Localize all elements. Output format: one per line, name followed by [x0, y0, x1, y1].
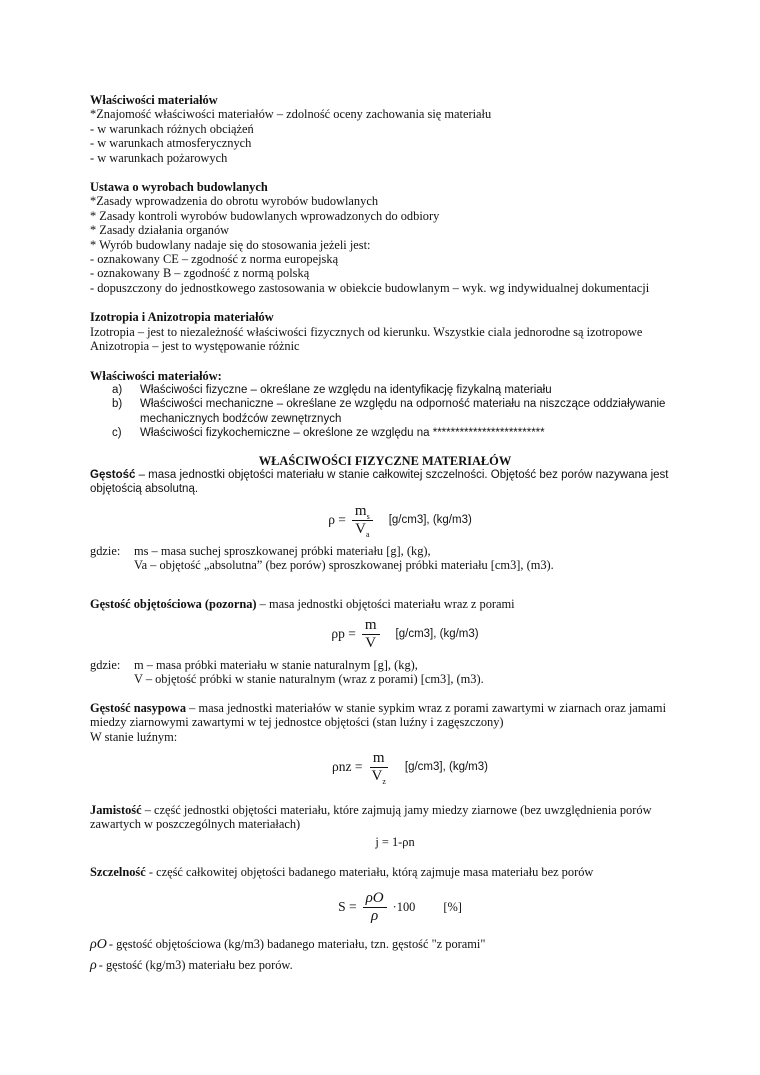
paragraph-pozorna: Gęstość objętościowa (pozorna) – masa jednostki objętości materiału wraz z porami [90, 596, 515, 611]
formula-nasypowa: ρnz = $\frac{m}{V_z}$ [g/cm3], (kg/m3) [332, 750, 488, 786]
text-line: - oznakowany CE – zgodność z norma europejską [90, 252, 339, 267]
list-item: c) Właściwości fizykochemiczne – określone ze względu na ************************* [112, 427, 545, 440]
fraction: $\frac{m}{V_z}$ [371, 750, 386, 786]
text-line: *Zasady wprowadzenia do obrotu wyrobów budowlanych [90, 194, 379, 209]
text-line: * Wyrób budowlany nadaje się do stosowania jeżeli jest: [90, 237, 371, 252]
text-line: W stanie luźnym: [90, 729, 178, 744]
legend-line: ms – masa suchej sproszkowanej próbki materiału [g], (kg), [134, 543, 431, 558]
text-line: Anizotropia – jest to występowanie różnic [90, 339, 300, 354]
definition-rho: ρ - gęstość (kg/m3) materiału bez porów. [90, 958, 293, 974]
legend-gestosc: gdzie: ms – masa suchej sproszkowanej próbki materiału [g], (kg), Va – objętość „absolutna” (bez porów) sproszkowanej próbki materiału [cm3], (m3). [90, 544, 680, 573]
text-line: - w warunkach pożarowych [90, 150, 228, 165]
definition-rho-o: ρO - gęstość objętościowa (kg/m3) badanego materiału, tzn. gęstość "z porami" [90, 936, 486, 952]
list-item: a) Właściwości fizyczne – określane ze względu na identyfikację fizykalną materiału [112, 383, 552, 396]
legend-line: m – masa próbki materiału w stanie naturalnym [g], (kg), [134, 657, 418, 672]
section-title-wlasciwosci: Właściwości materiałów [90, 93, 218, 107]
paragraph-szczelnosc: Szczelność - część całkowitej objętości badanego materiału, którą zajmuje masa materiału bez porów [90, 865, 594, 880]
legend-pozorna: gdzie: m – masa próbki materiału w stanie naturalnym [g], (kg), V – objętość próbki w stanie naturalnym (wraz z porami) [cm3], (m3). [90, 658, 680, 687]
section-heading: WŁAŚCIWOŚCI FIZYCZNE MATERIAŁÓW [258, 453, 512, 468]
document-page [90, 93, 680, 973]
rho-o-symbol: ρO [90, 936, 107, 952]
term: Gęstość [90, 468, 136, 481]
paragraph-nasypowa: Gęstość nasypowa – masa jednostki materiałów w stanie sypkim wraz z porami zawartymi w ziarnach oraz jamami miedzy ziarnowymi zawartymi w tej jednostce objętości (stan luźny i zagęszczony) [90, 700, 667, 730]
paragraph-jamistosc: Jamistość – część jednostki objętości materiału, które zajmują jamy miedzy ziarnowe (bez uwzględnienia porów zawartych w poszczególnych materiałach) [90, 803, 652, 832]
formula-jamistosc: j = 1-ρn [375, 834, 415, 849]
text-line: * Zasady kontroli wyrobów budowlanych wprowadzonych do odbiory [90, 208, 440, 223]
text-line: - dopuszczony do jednostkowego zastosowania w obiekcie budowlanym – wyk. wg indywidualnej dokumentacji [90, 280, 650, 295]
fraction: $\frac{\rho O}{\rho}$ [363, 890, 387, 925]
term: Gęstość objętościowa (pozorna) [90, 596, 257, 611]
legend-line: Va – objętość „absolutna” (bez porów) sproszkowanej próbki materiału [cm3], (m3). [134, 558, 554, 573]
list-item: b) Właściwości mechaniczne – określane ze względu na odporność materiału na niszczące oddziaływanie mechanicznych bodźców zewnętrznych [112, 398, 666, 425]
text-line: - oznakowany B – zgodność z normą polską [90, 266, 310, 281]
properties-list [90, 383, 680, 441]
text-line: * Zasady działania organów [90, 223, 230, 238]
section-title-ustawa: Ustawa o wyrobach budowlanych [90, 180, 268, 195]
section-title-izotropia: Izotropia i Anizotropia materiałów [90, 310, 274, 325]
section-title-wlasciwosci-list: Właściwości materiałów: [90, 368, 222, 383]
term: Szczelność [90, 865, 146, 880]
term: Gęstość nasypowa [90, 700, 187, 715]
formula-pozorna: ρp = $\frac{m}{V}$ [g/cm3], (kg/m3) [331, 616, 479, 651]
rho-symbol: ρ [90, 958, 97, 974]
paragraph-gestosc: Gęstość – masa jednostki objętości materiału w stanie całkowitej szczelności. Objętość bez porów nazywana jest objętością absolutną. [90, 468, 669, 496]
text-line: - w warunkach atmosferycznych [90, 136, 252, 151]
fraction: $\frac{m_s}{V_a}$ [352, 503, 373, 538]
formula-szczelnosc: S = $\frac{\rho O}{\rho}$ ·100 [%] [338, 889, 462, 924]
text-line: *Znajomość właściwości materiałów – zdolność oceny zachowania się materiału [90, 107, 492, 122]
term: Jamistość [90, 803, 142, 817]
fraction: $\frac{m}{V}$ [362, 617, 380, 652]
formula-gestosc: ρ = $\frac{m_s}{V_a}$ [g/cm3], (kg/m3) [328, 502, 472, 539]
text-line: - w warunkach różnych obciążeń [90, 121, 254, 136]
legend-line: V – objętość próbki w stanie naturalnym (wraz z porami) [cm3], (m3). [134, 672, 484, 687]
text-line: Izotropia – jest to niezależność właściwości fizycznych od kierunku. Wszystkie ciala jednorodne są izotropowe [90, 324, 643, 339]
